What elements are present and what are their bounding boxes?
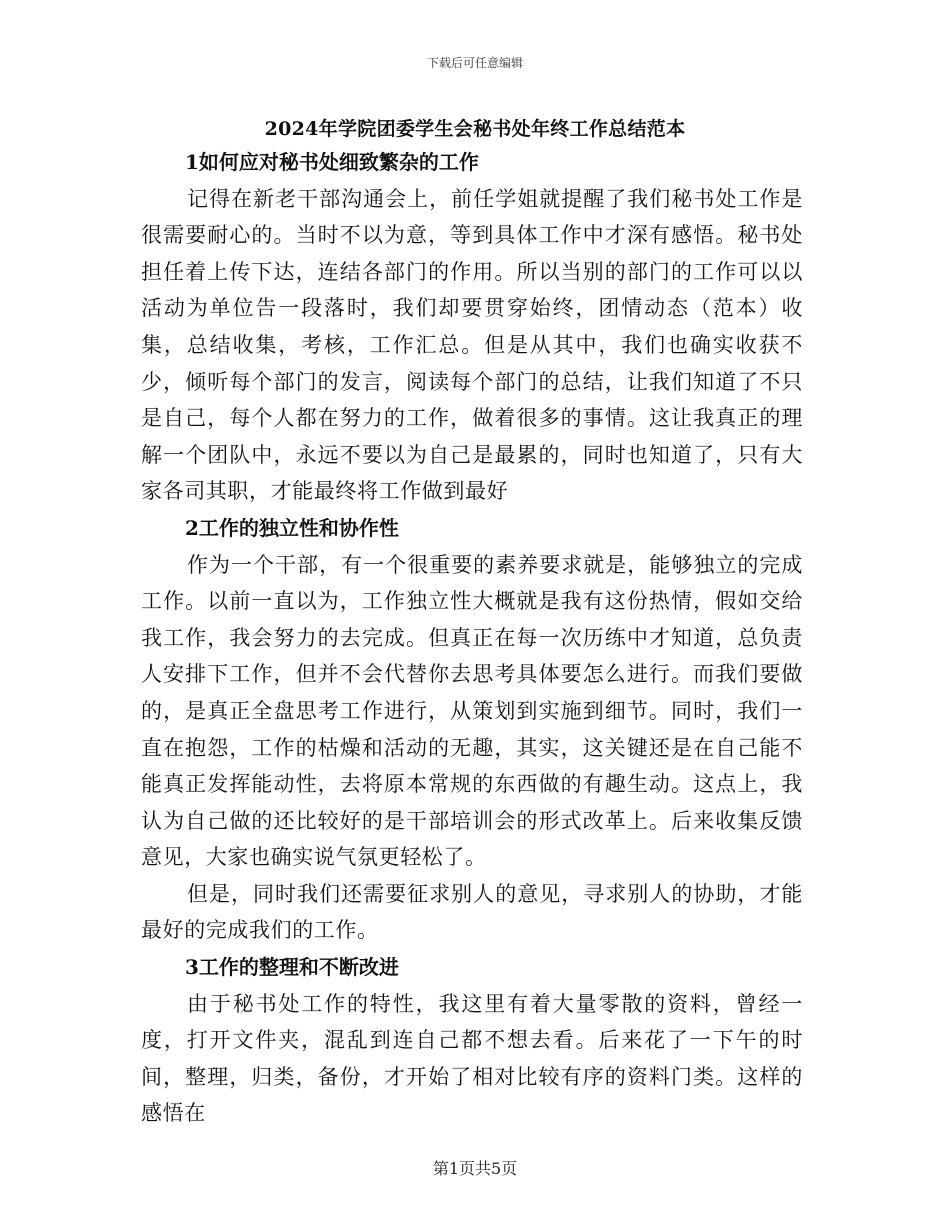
document-body bbox=[141, 144, 803, 1132]
section-1 bbox=[141, 144, 803, 510]
document-title: 2024年学院团委学生会秘书处年终工作总结范本 bbox=[264, 118, 686, 140]
paragraph: 作为一个干部，有一个很重要的素养要求就是，能够独立的完成工作。以前一直以为，工作独立性大概就是我有这份热情，假如交给我工作，我会努力的去完成。但真正在每一次历练中才知道，总负责人安排下工作，但并不会代替你去思考具体要怎么进行。而我们要做的，是真正全盘思考工作进行，从策划到实施到细节。同时，我们一直在抱怨，工作的枯燥和活动的无趣，其实，这关键还是在自己能不能真正发挥能动性，去将原本常规的东西做的有趣生动。这点上，我认为自己做的还比较好的是干部培训会的形式改革上。后来收集反馈意见，大家也确实说气氛更轻松了。 bbox=[141, 552, 803, 870]
section-3 bbox=[141, 949, 803, 1132]
section-heading: 3工作的整理和不断改进 bbox=[185, 955, 399, 980]
section-heading: 1如何应对秘书处细致繁杂的工作 bbox=[185, 150, 479, 174]
paragraph: 但是，同时我们还需要征求别人的意见，寻求别人的协助，才能最好的完成我们的工作。 bbox=[141, 881, 803, 943]
paragraph: 由于秘书处工作的特性，我这里有着大量零散的资料，曾经一度，打开文件夹，混乱到连自己都不想去看。后来花了一下午的时间，整理，归类，备份，才开始了相对比较有序的资料门类。这样的感悟在 bbox=[141, 991, 803, 1126]
header-note: 下载后可任意编辑 bbox=[426, 56, 523, 70]
section-heading: 2工作的独立性和协作性 bbox=[185, 515, 399, 540]
page-number: 第1页共5页 bbox=[432, 1159, 518, 1178]
paragraph: 记得在新老干部沟通会上，前任学姐就提醒了我们秘书处工作是很需要耐心的。当时不以为意，等到具体工作中才深有感悟。秘书处担任着上传下达，连结各部门的作用。所以当别的部门的工作可以以活动为单位告一段落时，我们却要贯穿始终，团情动态（范本）收集，总结收集，考核，工作汇总。但是从其中，我们也确实收获不少，倾听每个部门的发言，阅读每个部门的总结，让我们知道了不只是自己，每个人都在努力的工作，做着很多的事情。这让我真正的理解一个团队中，永远不要以为自己是最累的，同时也知道了，只有大家各司其职，才能最终将工作做到最好 bbox=[141, 186, 803, 504]
section-2 bbox=[141, 510, 803, 949]
